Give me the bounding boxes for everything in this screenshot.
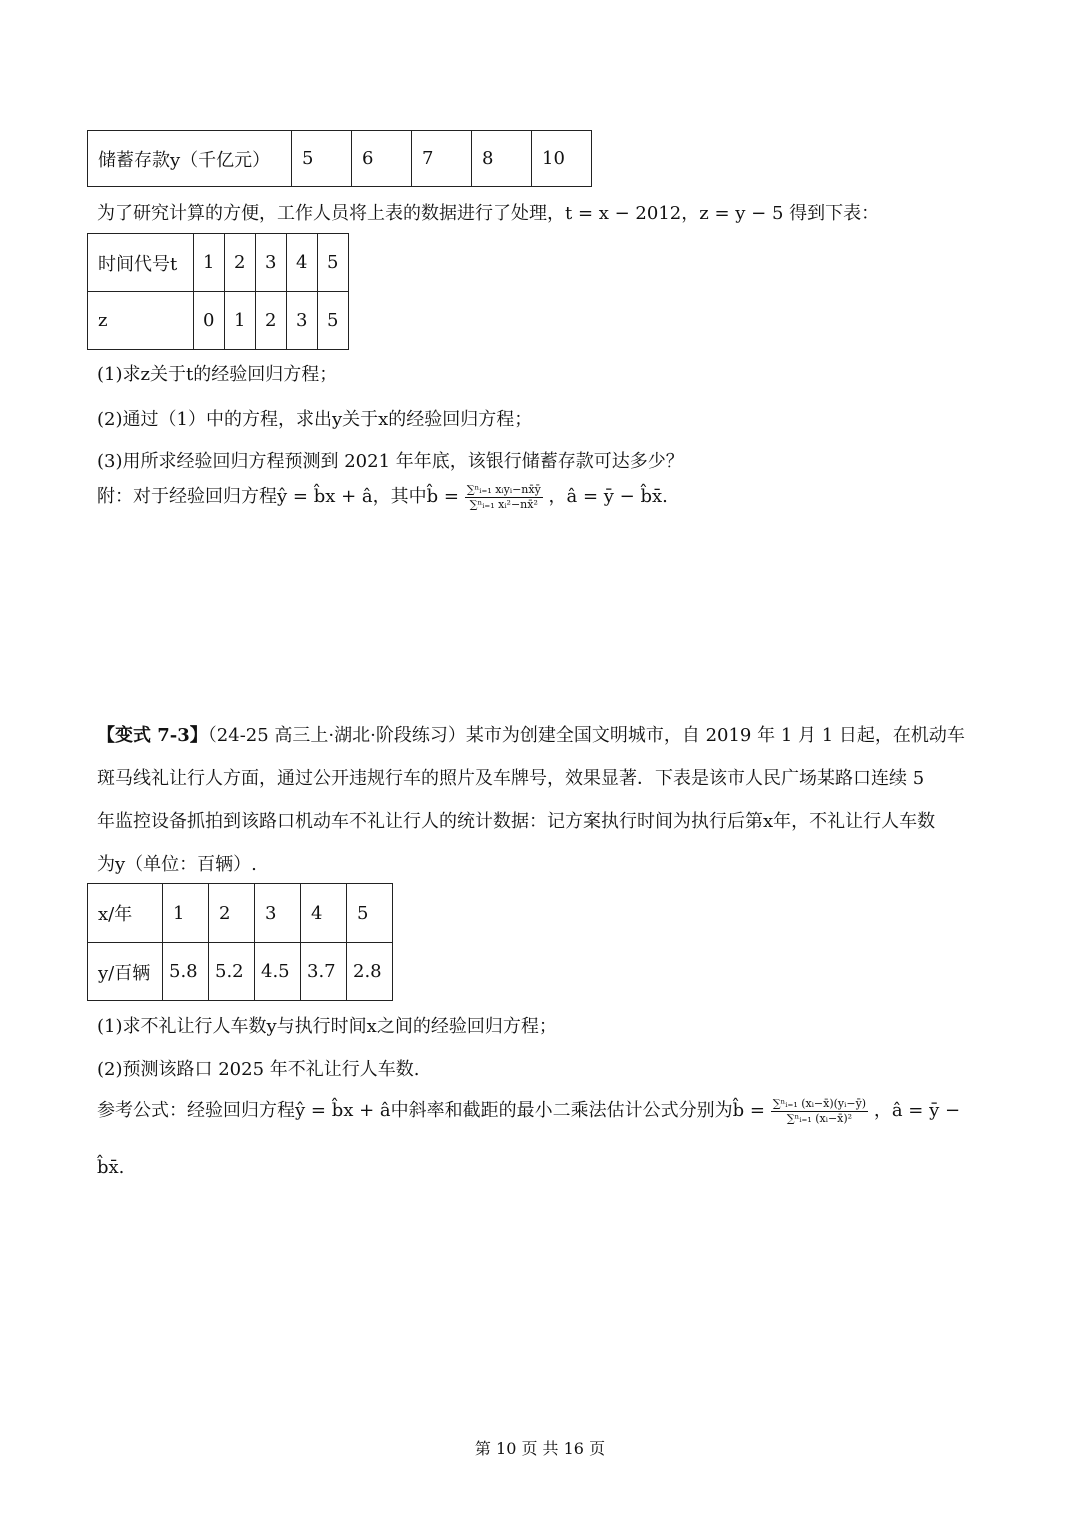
table-cell: 2 xyxy=(209,884,255,943)
table-row xyxy=(88,131,592,187)
table-cell: 0 xyxy=(194,292,225,350)
problem-line-3: 年监控设备抓拍到该路口机动车不礼让行人的统计数据：记方案执行时间为执行后第x年，不礼让行人车数 xyxy=(97,811,936,832)
table-row xyxy=(88,943,393,1001)
problem-line-1-text: （24-25 高三上·湖北·阶段练习）某市为创建全国文明城市，自 2019 年 1 月 1 日起，在机动车 xyxy=(207,725,965,746)
table-cell-label: y/百辆 xyxy=(88,943,163,1001)
fraction-denominator: ∑ⁿᵢ₌₁ xᵢ²−nx̄² xyxy=(469,497,538,511)
table-cell: 7 xyxy=(412,131,472,187)
table-cell-label: x/年 xyxy=(88,884,163,943)
savings-table xyxy=(87,130,592,187)
violations-table xyxy=(87,883,393,1001)
table-cell: 2.8 xyxy=(347,943,393,1001)
table-cell: 8 xyxy=(472,131,532,187)
problem2-question-1: (1)求不礼让行人车数y与执行时间x之间的经验回归方程； xyxy=(97,1016,557,1037)
table-cell: 4 xyxy=(301,884,347,943)
page-footer: 第 10 页 共 16 页 xyxy=(474,1439,606,1458)
fraction-numerator: ∑ⁿᵢ₌₁ xᵢyᵢ−nx̄ȳ xyxy=(466,482,541,496)
table-cell: 3.7 xyxy=(301,943,347,1001)
table-cell: 2 xyxy=(225,234,256,292)
table-cell: 3 xyxy=(255,884,301,943)
reference-line-2: b̂x̄. xyxy=(97,1157,125,1178)
reference-suffix: ，â = ȳ − xyxy=(873,1100,961,1121)
problem-line-2: 斑马线礼让行人方面，通过公开违规行车的照片及车牌号，效果显著．下表是该市人民广场某路口连续 5 xyxy=(97,768,925,789)
question-2: (2)通过（1）中的方程，求出y关于x的经验回归方程； xyxy=(97,409,533,430)
reference-fraction xyxy=(771,1097,868,1126)
table-cell: 5 xyxy=(318,234,349,292)
time-code-table xyxy=(87,233,349,350)
table-cell: 4.5 xyxy=(255,943,301,1001)
table-cell: 6 xyxy=(352,131,412,187)
table-cell-label: 时间代号t xyxy=(88,234,194,292)
problem-line-4: 为y（单位：百辆）. xyxy=(97,854,257,875)
table-row xyxy=(88,292,349,350)
table-cell: 3 xyxy=(287,292,318,350)
problem-line-1 xyxy=(97,721,965,747)
fraction-numerator: ∑ⁿᵢ₌₁ (xᵢ−x̄)(yᵢ−ȳ) xyxy=(772,1096,867,1110)
reference-formula xyxy=(97,1096,960,1126)
appendix-fraction xyxy=(465,483,543,512)
table-cell-label: z xyxy=(88,292,194,350)
question-1: (1)求z关于t的经验回归方程； xyxy=(97,364,338,385)
table-cell: 1 xyxy=(225,292,256,350)
table-cell: 1 xyxy=(163,884,209,943)
fraction-denominator: ∑ⁿᵢ₌₁ (xᵢ−x̄)² xyxy=(786,1111,853,1125)
table-cell-label: 储蓄存款y（千亿元） xyxy=(88,131,292,187)
reference-prefix: 参考公式：经验回归方程ŷ = b̂x + â中斜率和截距的最小二乘法估计公式分别为b̂ = xyxy=(97,1100,765,1121)
table-cell: 5.2 xyxy=(209,943,255,1001)
table-cell: 5 xyxy=(318,292,349,350)
problem-tag: 【变式 7-3】 xyxy=(97,725,208,746)
table-row xyxy=(88,884,393,943)
appendix-suffix: ，â = ȳ − b̂x̄. xyxy=(548,486,668,507)
transform-text: 为了研究计算的方便，工作人员将上表的数据进行了处理，t = x − 2012，z = y − 5 得到下表： xyxy=(97,203,880,224)
appendix-prefix: 附：对于经验回归方程ŷ = b̂x + â，其中b̂ = xyxy=(97,486,459,507)
table-row xyxy=(88,234,349,292)
question-3: (3)用所求经验回归方程预测到 2021 年年底，该银行储蓄存款可达多少？ xyxy=(97,451,684,472)
table-cell: 4 xyxy=(287,234,318,292)
table-cell: 3 xyxy=(256,234,287,292)
table-cell: 5 xyxy=(292,131,352,187)
table-cell: 10 xyxy=(532,131,592,187)
table-cell: 1 xyxy=(194,234,225,292)
appendix-formula xyxy=(97,482,668,512)
table-cell: 5 xyxy=(347,884,393,943)
table-cell: 2 xyxy=(256,292,287,350)
problem2-question-2: (2)预测该路口 2025 年不礼让行人车数. xyxy=(97,1059,420,1080)
table-cell: 5.8 xyxy=(163,943,209,1001)
